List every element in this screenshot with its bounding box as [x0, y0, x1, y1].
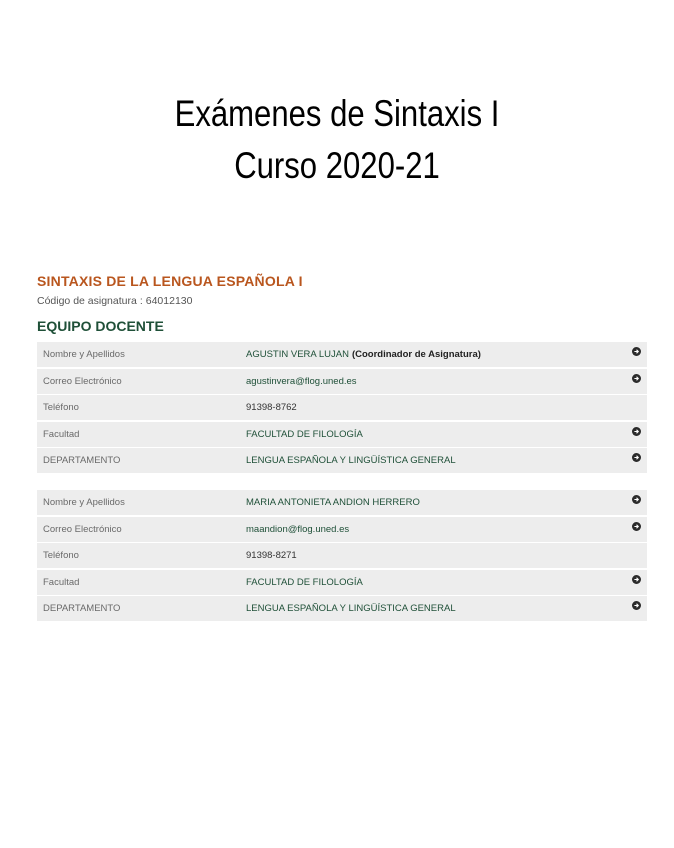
teacher-row-phone: [37, 543, 647, 568]
coordinator-note: (Coordinador de Asignatura): [351, 349, 481, 360]
teacher-row-name: [37, 490, 647, 515]
faculty-link[interactable]: FACULTAD DE FILOLOGÍA: [246, 428, 363, 440]
row-label: Correo Electrónico: [43, 523, 122, 535]
arrow-right-circle-icon[interactable]: [632, 427, 641, 436]
course-code-separator: :: [139, 295, 143, 307]
teacher-row-phone: [37, 395, 647, 420]
teacher-table-1: [37, 342, 647, 475]
row-label: Nombre y Apellidos: [43, 497, 125, 508]
row-label: DEPARTAMENTO: [43, 455, 121, 466]
department-link[interactable]: LENGUA ESPAÑOLA Y LINGÜÍSTICA GENERAL: [246, 603, 456, 614]
document-title: [54, 88, 620, 192]
teacher-row-name: [37, 342, 647, 367]
course-code: [37, 295, 192, 307]
department-link[interactable]: LENGUA ESPAÑOLA Y LINGÜÍSTICA GENERAL: [246, 455, 456, 466]
title-line-1: Exámenes de Sintaxis I: [174, 93, 500, 134]
team-heading: EQUIPO DOCENTE: [37, 318, 164, 334]
teacher-row-department: [37, 596, 647, 621]
row-value[interactable]: [246, 342, 481, 367]
arrow-right-circle-icon[interactable]: [632, 522, 641, 531]
row-label: Facultad: [43, 576, 80, 588]
arrow-right-circle-icon[interactable]: [632, 374, 641, 383]
title-line-2: Curso 2020-21: [234, 145, 440, 186]
teacher-name[interactable]: AGUSTIN VERA LUJAN: [246, 349, 349, 360]
arrow-right-circle-icon[interactable]: [632, 495, 641, 504]
row-label: Correo Electrónico: [43, 375, 122, 387]
row-label: DEPARTAMENTO: [43, 603, 121, 614]
course-code-label: Código de asignatura: [37, 295, 137, 307]
phone-value: 91398-8762: [246, 402, 297, 413]
row-label: Teléfono: [43, 550, 79, 561]
email-link[interactable]: maandion@flog.uned.es: [246, 523, 350, 535]
phone-value: 91398-8271: [246, 550, 297, 561]
teacher-name[interactable]: MARIA ANTONIETA ANDION HERRERO: [246, 497, 420, 508]
arrow-right-circle-icon[interactable]: [632, 453, 641, 462]
teacher-table-2: [37, 490, 647, 623]
row-label: Nombre y Apellidos: [43, 349, 125, 360]
teacher-row-email: [37, 369, 647, 394]
arrow-right-circle-icon[interactable]: [632, 347, 641, 356]
arrow-right-circle-icon[interactable]: [632, 601, 641, 610]
arrow-right-circle-icon[interactable]: [632, 575, 641, 584]
row-label: Teléfono: [43, 402, 79, 413]
teacher-row-faculty: [37, 422, 647, 447]
email-link[interactable]: agustinvera@flog.uned.es: [246, 375, 357, 387]
course-name: SINTAXIS DE LA LENGUA ESPAÑOLA I: [37, 273, 303, 289]
teacher-row-department: [37, 448, 647, 473]
course-code-value: 64012130: [145, 295, 193, 307]
row-label: Facultad: [43, 428, 80, 440]
faculty-link[interactable]: FACULTAD DE FILOLOGÍA: [246, 576, 363, 588]
teacher-row-faculty: [37, 570, 647, 595]
teacher-row-email: [37, 517, 647, 542]
